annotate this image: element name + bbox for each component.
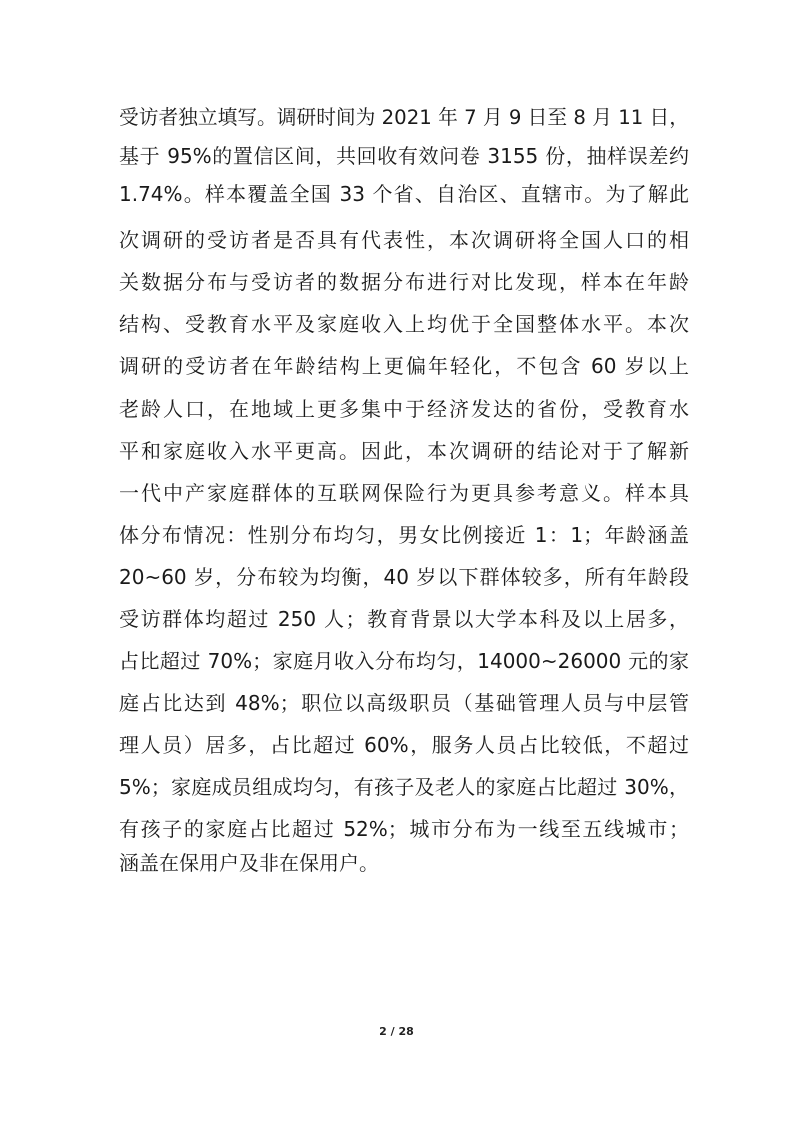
paragraph-line: 受访群体均超过 250 人；教育背景以大学本科及以上居多， bbox=[119, 607, 689, 631]
paragraph-line: 5%；家庭成员组成均匀，有孩子及老人的家庭占比超过 30%， bbox=[119, 775, 689, 799]
paragraph-line: 体分布情况：性别分布均匀，男女比例接近 1：1；年龄涵盖 bbox=[119, 523, 689, 547]
paragraph-line: 平和家庭收入水平更高。因此，本次调研的结论对于了解新 bbox=[119, 439, 689, 463]
paragraph-line: 理人员）居多，占比超过 60%，服务人员占比较低，不超过 bbox=[119, 733, 689, 757]
paragraph-line: 受访者独立填写。调研时间为 2021 年 7 月 9 日至 8 月 11 日， bbox=[119, 106, 689, 129]
paragraph-line: 占比超过 70%；家庭月收入分布均匀，14000~26000 元的家 bbox=[119, 649, 689, 673]
paragraph-line: 庭占比达到 48%；职位以高级职员（基础管理人员与中层管 bbox=[119, 691, 689, 715]
paragraph-line: 基于 95%的置信区间，共回收有效问卷 3155 份，抽样误差约 bbox=[119, 144, 689, 168]
paragraph-line: 调研的受访者在年龄结构上更偏年轻化，不包含 60 岁以上 bbox=[119, 354, 689, 378]
paragraph-line: 关数据分布与受访者的数据分布进行对比发现，样本在年龄 bbox=[119, 270, 689, 294]
paragraph-line: 次调研的受访者是否具有代表性，本次调研将全国人口的相 bbox=[119, 228, 689, 252]
paragraph-line: 1.74%。样本覆盖全国 33 个省、自治区、直辖市。为了解此 bbox=[119, 182, 689, 206]
paragraph-line: 一代中产家庭群体的互联网保险行为更具参考意义。样本具 bbox=[119, 481, 689, 505]
paragraph-line: 结构、受教育水平及家庭收入上均优于全国整体水平。本次 bbox=[119, 312, 689, 336]
page-number: 2 / 28 bbox=[379, 1025, 414, 1038]
paragraph-line: 老龄人口，在地域上更多集中于经济发达的省份，受教育水 bbox=[119, 397, 689, 421]
paragraph-line: 有孩子的家庭占比超过 52%；城市分布为一线至五线城市； bbox=[119, 817, 689, 841]
paragraph-line: 涵盖在保用户及非在保用户。 bbox=[119, 851, 379, 875]
paragraph-line: 20~60 岁，分布较为均衡，40 岁以下群体较多，所有年龄段 bbox=[119, 565, 689, 589]
